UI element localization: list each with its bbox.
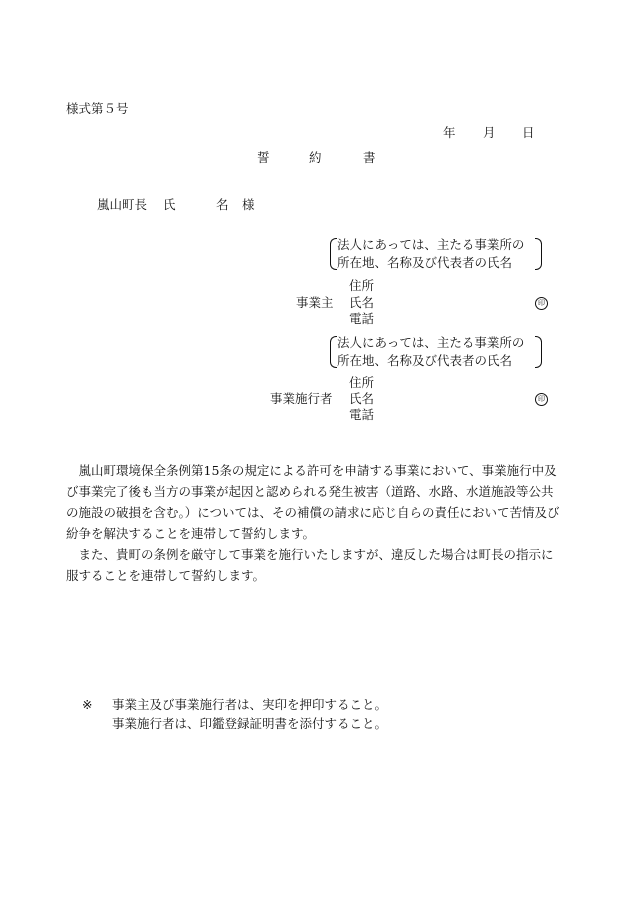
- pledge-paragraph-1: 嵐山町環境保全条例第15条の規定による許可を申請する事業において、事業施行中及び事業完了後も当方の事業が起因と認められる発生被害（道路、水路、水道施設等公共の施設の破損を含む。）については、その補償の請求に応じ自らの責任において苦情及び紛争を解決することを連帯して誓約します。: [66, 463, 560, 541]
- note-line-1: 事業主及び事業施行者は、実印を押印すること。: [112, 697, 388, 712]
- form-number: 様式第５号: [66, 101, 129, 116]
- title-char-2: 約: [309, 150, 322, 165]
- addressee-name: 嵐山町長: [97, 197, 148, 212]
- pledge-body: [66, 460, 564, 586]
- contractor-label: 事業施行者: [270, 391, 333, 406]
- contractor-address-label: 住所: [349, 375, 375, 390]
- date-month: 月: [483, 125, 496, 140]
- corporate-note-line-2: 所在地、名称及び代表者の氏名: [337, 255, 513, 270]
- note-line-2: 事業施行者は、印鑑登録証明書を添付すること。: [112, 716, 388, 731]
- addressee-name-label: 名: [216, 197, 229, 212]
- business-owner-name-label: 氏名: [349, 295, 375, 310]
- corporate-note-bracket-right-2: [535, 336, 542, 368]
- addressee-honorific: 氏: [163, 197, 176, 212]
- business-owner-label: 事業主: [296, 295, 334, 310]
- pledge-paragraph-2: また、貴町の条例を厳守して事業を施行いたしますが、違反した場合は町長の指示に服することを連帯して誓約します。: [66, 547, 554, 583]
- corporate-note-bracket-right: [535, 238, 542, 270]
- corporate-note-bracket-left: [330, 238, 337, 270]
- corporate-note-line-2-2: 所在地、名称及び代表者の氏名: [337, 353, 513, 368]
- contractor-seal: 印: [535, 393, 548, 406]
- business-owner-address-label: 住所: [349, 278, 375, 293]
- contractor-phone-label: 電話: [349, 407, 375, 422]
- date-day: 日: [522, 125, 535, 140]
- note-mark: ※: [82, 697, 93, 712]
- addressee-suffix: 様: [242, 197, 255, 212]
- contractor-name-label: 氏名: [349, 391, 375, 406]
- date-year: 年: [443, 125, 456, 140]
- title-char-3: 書: [363, 150, 376, 165]
- title-char-1: 誓: [257, 150, 270, 165]
- business-owner-seal: 印: [535, 297, 548, 310]
- corporate-note-line-1: 法人にあっては、主たる事業所の: [337, 237, 525, 252]
- business-owner-phone-label: 電話: [349, 311, 375, 326]
- corporate-note-line-1-2: 法人にあっては、主たる事業所の: [337, 335, 525, 350]
- corporate-note-bracket-left-2: [330, 336, 337, 368]
